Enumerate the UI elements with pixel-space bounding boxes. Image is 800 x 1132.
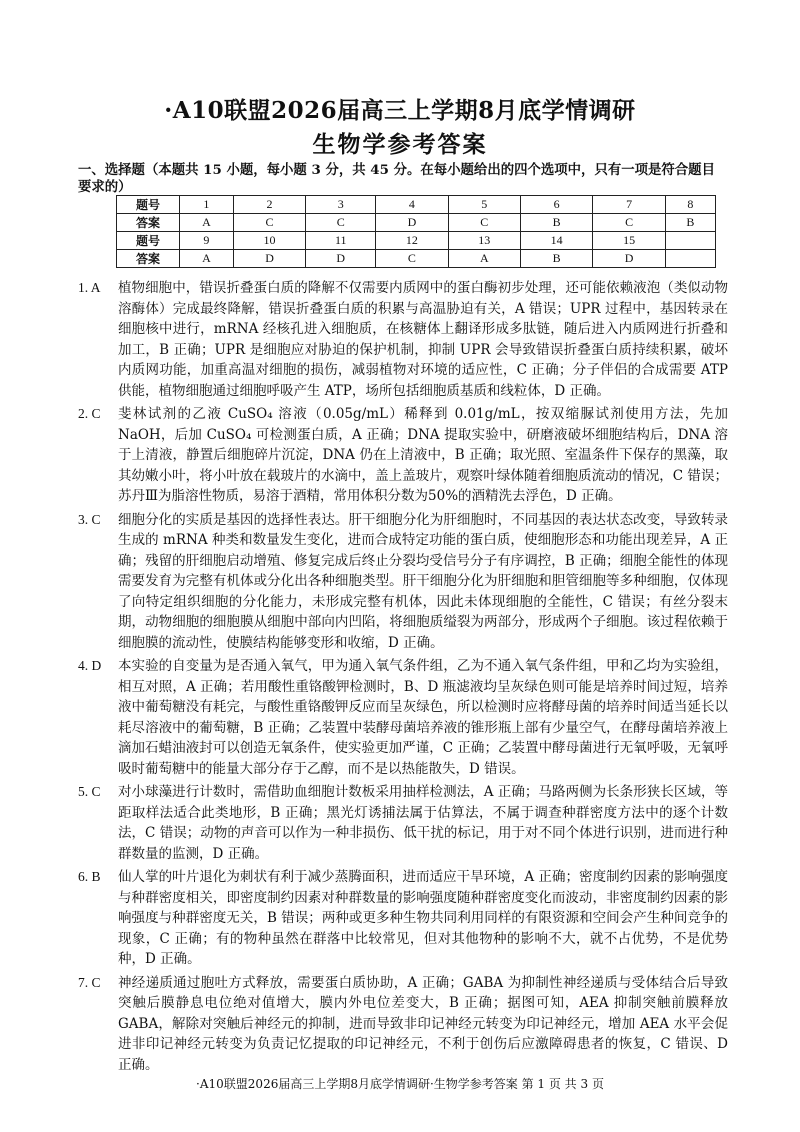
- table-cell: C: [306, 214, 376, 232]
- question-answer-label: 6. B: [78, 869, 101, 884]
- table-cell: 13: [448, 232, 520, 250]
- explanation-item: [78, 278, 728, 401]
- table-cell: 10: [233, 232, 305, 250]
- explanation-item: [78, 867, 728, 970]
- table-cell: 答案: [117, 250, 180, 268]
- explanation-item: [78, 782, 728, 864]
- explanation-item: [78, 404, 728, 507]
- explanation-item: [78, 510, 728, 654]
- table-cell: 5: [448, 196, 520, 214]
- table-cell: B: [665, 214, 715, 232]
- explanation-text: 植物细胞中，错误折叠蛋白质的降解不仅需要内质网中的蛋白酶初步处理，还可能依赖液泡（类似动物溶酶体）完成最终降解，错误折叠蛋白质的积累与高温胁迫有关，A 错误；UPR 过程中，基因转录在细胞核中进行，mRNA 经核孔进入细胞质，在核糖体上翻译形成多肽链，随后进入内质网进行折叠和加工，B 正确；UPR 是细胞应对胁迫的保护机制，抑制 UPR 会导致错误折叠蛋白质持续积累，破坏内质网功能，加重高温对细胞的损伤，减弱植物对环境的适应性，C 正确；分子伴侣的合成需要 ATP 供能，植物细胞通过细胞呼吸产生 ATP，场所包括细胞质基质和线粒体，D 正确。: [118, 280, 728, 399]
- table-cell: B: [520, 250, 592, 268]
- table-cell: [665, 232, 715, 250]
- explanation-text: 本实验的自变量为是否通入氧气，甲为通入氧气条件组，乙为不通入氧气条件组，甲和乙均为实验组，相互对照，A 正确；若用酸性重铬酸钾检测时，B、D 瓶滤液均呈灰绿色则可能是培养时间过短，培养液中葡萄糖没有耗完，与酸性重铬酸钾反应而呈灰绿色，所以检测时应将酵母菌的培养时间适当延长以耗尽溶液中的葡萄糖，B 正确；乙装置中装酵母菌培养液的锥形瓶上部有少量空气，在酵母菌培养液上滴加石蜡油液封可以创造无氧条件，使实验更加严谨，C 正确；乙装置中酵母菌进行无氧呼吸，无氧呼吸时葡萄糖中的能量大部分存于乙醇，而不是以热能散失，D 错误。: [118, 658, 728, 777]
- table-cell: 6: [520, 196, 592, 214]
- table-cell: 15: [593, 232, 665, 250]
- table-cell: C: [233, 214, 305, 232]
- table-cell: 8: [665, 196, 715, 214]
- explanation-list: [78, 278, 728, 1078]
- explanation-item: [78, 656, 728, 779]
- table-cell: D: [376, 214, 448, 232]
- table-cell: [665, 250, 715, 268]
- question-answer-label: 4. D: [78, 658, 102, 673]
- answer-table: [116, 195, 716, 268]
- page-footer: ·A10联盟2026届高三上学期8月底学情调研·生物学参考答案 第 1 页 共 3 页: [196, 1077, 604, 1091]
- table-cell: 答案: [117, 214, 180, 232]
- explanation-text: 对小球藻进行计数时，需借助血细胞计数板采用抽样检测法，A 正确；马路两侧为长条形狭长区域，等距取样法适合此类地形，B 正确；黑光灯诱捕法属于估算法，不属于调查种群密度方法中的逐个计数法，C 错误；动物的声音可以作为一种非损伤、低干扰的标记，用于对不同个体进行识别，进而进行种群数量的监测，D 正确。: [118, 784, 728, 862]
- table-row: [117, 232, 716, 250]
- question-answer-label: 5. C: [78, 784, 101, 799]
- document-subtitle: 生物学参考答案: [312, 131, 488, 158]
- explanation-text: 神经递质通过胞吐方式释放，需要蛋白质协助，A 正确；GABA 为抑制性神经递质与受体结合后导致突触后膜静息电位绝对值增大，膜内外电位差变大，B 正确；据图可知，AEA 抑制突触前膜释放 GABA，解除对突触后神经元的抑制，进而导致非印记神经元转变为印记神经元，增加 AEA 水平会促进非印记神经元转变为负责记忆提取的印记神经元，不利于创伤后应激障碍患者的恢复，C 错误、D 正确。: [118, 974, 728, 1073]
- table-cell: 7: [593, 196, 665, 214]
- question-answer-label: 2. C: [78, 406, 101, 421]
- table-cell: D: [306, 250, 376, 268]
- table-cell: 1: [180, 196, 234, 214]
- explanation-item: [78, 973, 728, 1076]
- question-answer-label: 7. C: [78, 974, 101, 990]
- table-cell: 12: [376, 232, 448, 250]
- table-cell: A: [448, 250, 520, 268]
- table-cell: D: [593, 250, 665, 268]
- table-cell: 题号: [117, 196, 180, 214]
- table-cell: 题号: [117, 232, 180, 250]
- table-cell: B: [520, 214, 592, 232]
- table-cell: 3: [306, 196, 376, 214]
- table-cell: A: [180, 250, 234, 268]
- table-cell: C: [448, 214, 520, 232]
- explanation-text: 细胞分化的实质是基因的选择性表达。肝干细胞分化为肝细胞时，不同基因的表达状态改变，导致转录生成的 mRNA 种类和数量发生变化，进而合成特定功能的蛋白质，使细胞形态和功能出现差异，A 正确；残留的肝细胞启动增殖、修复完成后终止分裂均受信号分子有序调控，B 正确；细胞全能性的体现需要发育为完整有机体或分化出各种细胞类型。肝干细胞分化为肝细胞和胆管细胞等多种细胞，仅体现了向特定组织细胞的分化能力，未形成完整有机体，因此未体现细胞的全能性，C 错误；有丝分裂末期，动物细胞的细胞膜从细胞中部向内凹陷，将细胞质缢裂为两部分，形成两个子细胞。该过程依赖于细胞膜的流动性，使膜结构能够变形和收缩，D 正确。: [118, 511, 728, 651]
- table-cell: 11: [306, 232, 376, 250]
- section-heading: 一、选择题（本题共 15 小题，每小题 3 分，共 45 分。在每小题给出的四个选项中，只有一项是符合题目要求的）: [78, 162, 715, 195]
- table-cell: 4: [376, 196, 448, 214]
- table-cell: A: [180, 214, 234, 232]
- table-cell: 14: [520, 232, 592, 250]
- table-row: [117, 250, 716, 268]
- question-answer-label: 3. C: [78, 511, 101, 527]
- table-cell: C: [376, 250, 448, 268]
- document-title: ·A10联盟2026届高三上学期8月底学情调研: [164, 97, 636, 124]
- table-cell: C: [593, 214, 665, 232]
- table-row: [117, 214, 716, 232]
- table-cell: 2: [233, 196, 305, 214]
- question-answer-label: 1. A: [78, 280, 101, 295]
- explanation-text: 仙人掌的叶片退化为刺状有利于减少蒸腾面积，进而适应干旱环境，A 正确；密度制约因素的影响强度与种群密度相关，即密度制约因素对种群数量的影响强度随种群密度变化而波动，非密度制约因素的影响强度与种群密度无关，B 错误；两种或更多种生物共同利用同样的有限资源和空间会产生种间竞争的现象，C 正确；有的物种虽然在群落中比较常见，但对其他物种的影响不大，就不占优势，不是优势种，D 正确。: [118, 869, 728, 967]
- table-cell: D: [233, 250, 305, 268]
- explanation-text: 斐林试剂的乙液 CuSO₄ 溶液（0.05g/mL）稀释到 0.01g/mL，按双缩脲试剂使用方法，先加 NaOH，后加 CuSO₄ 可检测蛋白质，A 正确；DNA 提取实验中，研磨液破坏细胞结构后，DNA 溶于上清液，静置后细胞碎片沉淀，DNA 仍在上清液中，B 正确；取光照、室温条件下保存的黑藻，取其幼嫩小叶，将小叶放在载玻片的水滴中，盖上盖玻片，观察叶绿体随着细胞质流动的情况，C 错误；苏丹Ⅲ为脂溶性物质，易溶于酒精，常用体积分数为50%的酒精洗去浮色，D 正确。: [118, 406, 728, 504]
- table-row: [117, 196, 716, 214]
- table-cell: 9: [180, 232, 234, 250]
